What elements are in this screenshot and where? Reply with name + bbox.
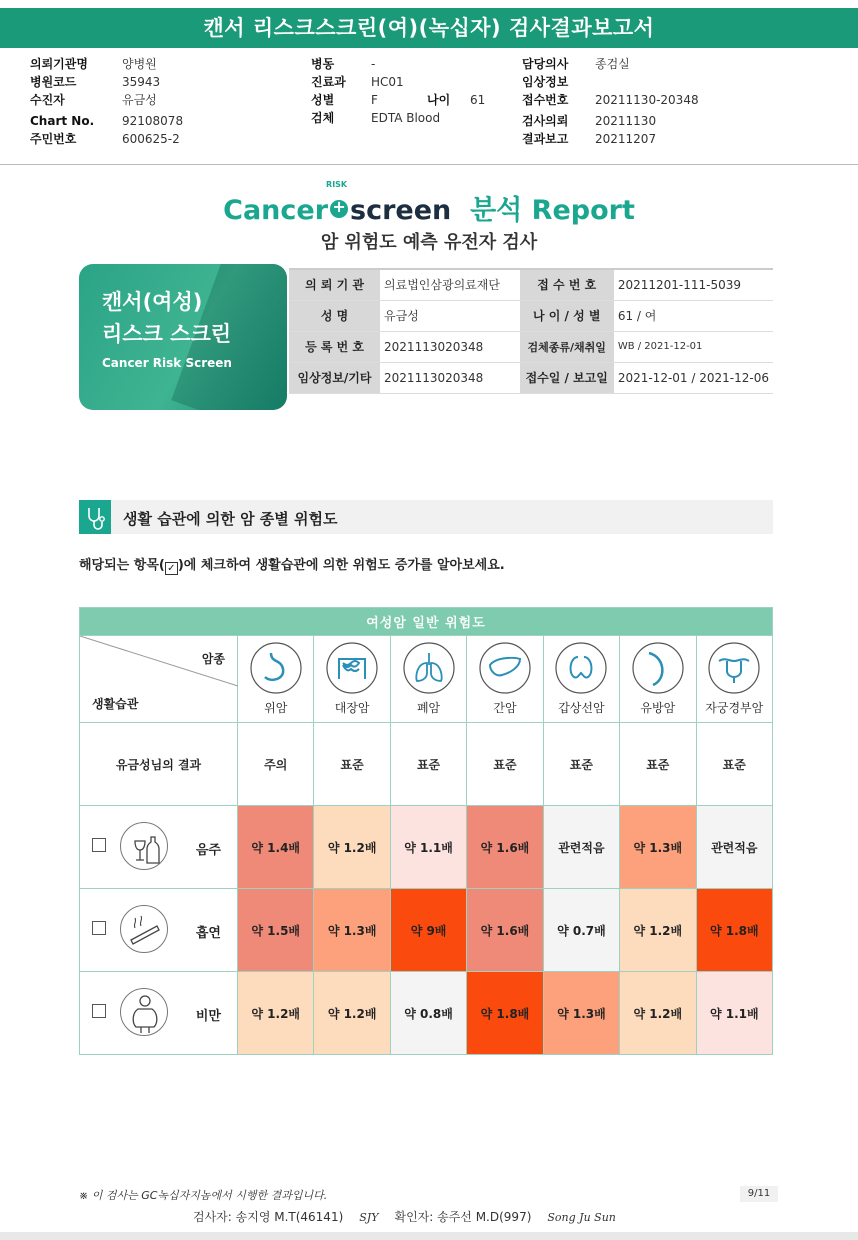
habit-name: 음주 [195, 843, 221, 858]
cancer-col-liver [467, 636, 543, 723]
tester-label: 검사자: 송지영 M.T(46141) [193, 1210, 344, 1224]
habit-row-obesity [80, 972, 773, 1055]
result-status: 표준 [620, 723, 696, 806]
cancer-name: 폐암 [416, 701, 441, 715]
card-line2: 리스크 스크린 [102, 322, 232, 346]
habit-name: 흡연 [195, 926, 221, 941]
habit-cell [80, 972, 238, 1055]
person-obese-icon [120, 988, 168, 1036]
age-value: 61 [470, 93, 486, 107]
info-value: 2021113020348 [380, 331, 520, 362]
header-divider [0, 164, 858, 165]
instruction-text [79, 554, 505, 575]
cancer-name: 자궁경부암 [705, 701, 764, 715]
header-value: HC01 [371, 75, 404, 89]
header-key: 담당의사 [522, 57, 569, 71]
drinking-checkbox[interactable] [92, 838, 106, 852]
cigarette-icon [120, 905, 168, 953]
risk-table-caption: 여성암 일반 위험도 [80, 608, 773, 636]
header-value: 20211207 [595, 132, 657, 146]
habit-cell [80, 889, 238, 972]
header-key: 진료과 [311, 75, 346, 89]
result-status: 표준 [696, 723, 772, 806]
header-key: 병원코드 [30, 75, 77, 89]
footer-note: ※ 이 검사는 GC녹십자지놈에서 시행한 결과입니다. [79, 1189, 328, 1202]
risk-cell: 약 0.8배 [390, 972, 466, 1055]
logo-cancer: Cancer [223, 195, 329, 226]
header-key: 의뢰기관명 [30, 57, 88, 71]
risk-cell: 약 1.8배 [467, 972, 543, 1055]
habit-row-drinking [80, 806, 773, 889]
cancer-col-thyroid [543, 636, 619, 723]
header-value: 20211130-20348 [595, 93, 699, 107]
breast-icon [631, 641, 685, 695]
risk-cell: 약 1.3배 [543, 972, 619, 1055]
header-key: 결과보고 [522, 132, 569, 146]
cancer-col-colon [314, 636, 390, 723]
header-col3 [522, 55, 699, 148]
risk-cell: 약 1.5배 [238, 889, 314, 972]
info-label: 검체종류/채취일 [520, 331, 614, 362]
logo-report: 분석 Report [470, 195, 635, 226]
patient-info-table [289, 268, 773, 394]
risk-ball-icon [330, 200, 348, 218]
cancer-name: 갑상선암 [558, 701, 605, 715]
risk-cell: 약 1.2배 [238, 972, 314, 1055]
result-status: 표준 [314, 723, 390, 806]
liver-icon [478, 641, 532, 695]
risk-cell: 약 1.2배 [314, 972, 390, 1055]
header-col1 [30, 55, 183, 148]
risk-cell: 약 1.8배 [696, 889, 772, 972]
page-number: 9/11 [740, 1186, 778, 1202]
info-value: 61 / 여 [614, 300, 773, 331]
risk-cell: 약 1.3배 [314, 889, 390, 972]
hint-after: )에 체크하여 생활습관에 의한 위험도 증가를 알아보세요. [177, 558, 505, 573]
risk-cell: 약 1.1배 [696, 972, 772, 1055]
risk-cell: 약 1.6배 [467, 806, 543, 889]
risk-table [79, 607, 773, 1055]
report-title: 캔서 리스크스크린(여)(녹십자) 검사결과보고서 [0, 8, 858, 48]
smoking-checkbox[interactable] [92, 921, 106, 935]
header-value: EDTA Blood [371, 111, 441, 125]
logo-screen: screen [350, 195, 452, 226]
header-value: 유금성 [122, 93, 157, 107]
cancer-header-row [80, 636, 773, 723]
risk-cell: 약 1.3배 [620, 806, 696, 889]
header-value: 양병원 [122, 57, 157, 71]
info-row [289, 269, 773, 300]
risk-cell: 약 9배 [390, 889, 466, 972]
header-value: 600625-2 [122, 132, 180, 146]
cancer-name: 유방암 [640, 701, 676, 715]
habit-name: 비만 [195, 1009, 221, 1024]
header-key: 검체 [311, 111, 335, 125]
info-label: 의 뢰 기 관 [289, 269, 380, 300]
obesity-checkbox[interactable] [92, 1004, 106, 1018]
habit-cell [80, 806, 238, 889]
risk-cell: 약 0.7배 [543, 889, 619, 972]
wine-bottle-icon [120, 822, 168, 870]
info-label: 등 록 번 호 [289, 331, 380, 362]
age-key: 나이 [427, 93, 451, 107]
check-example-icon: ✓ [165, 562, 178, 575]
header-value: 20211130 [595, 114, 657, 128]
info-value: 의료법인삼광의료재단 [380, 269, 520, 300]
cancer-col-cervix [696, 636, 772, 723]
card-line3: Cancer Risk Screen [102, 356, 232, 370]
risk-cell: 약 1.2배 [620, 972, 696, 1055]
header-key: 성별 [311, 93, 335, 107]
header-key: 검사의뢰 [522, 114, 569, 128]
info-value: 2021-12-01 / 2021-12-06 [614, 362, 773, 393]
header-value: - [371, 57, 376, 71]
risk-cell: 관련적음 [543, 806, 619, 889]
confirmer-signature: Song Ju Sun [547, 1211, 616, 1224]
tester-signature: SJY [359, 1211, 379, 1224]
cancer-col-lung [390, 636, 466, 723]
risk-cell: 관련적음 [696, 806, 772, 889]
logo-risk: RISK [326, 180, 348, 189]
risk-cell: 약 1.4배 [238, 806, 314, 889]
header-value: 종검실 [595, 57, 630, 71]
product-card [79, 264, 287, 410]
risk-cell: 약 1.2배 [620, 889, 696, 972]
result-label: 유금성님의 결과 [80, 723, 238, 806]
stomach-icon [249, 641, 303, 695]
header-col2 [311, 55, 485, 127]
colon-icon [325, 641, 379, 695]
header-value: 92108078 [122, 114, 184, 128]
header-key: 병동 [311, 57, 335, 71]
info-label: 성 명 [289, 300, 380, 331]
page-bottom-border [0, 1232, 858, 1240]
result-status: 표준 [543, 723, 619, 806]
header-key: 접수번호 [522, 93, 569, 107]
lung-icon [402, 641, 456, 695]
confirmer-label: 확인자: 송주선 M.D(997) [394, 1210, 532, 1224]
result-row [80, 723, 773, 806]
result-status: 표준 [390, 723, 466, 806]
corner-cell [80, 636, 238, 723]
header-key: 임상정보 [522, 75, 569, 89]
risk-cell: 약 1.2배 [314, 806, 390, 889]
result-status: 주의 [238, 723, 314, 806]
cancer-name: 간암 [493, 701, 517, 715]
header-key: Chart No. [30, 114, 95, 128]
footer-signatures [193, 1208, 632, 1225]
info-label: 접 수 번 호 [520, 269, 614, 300]
result-status: 표준 [467, 723, 543, 806]
cancer-col-stomach [238, 636, 314, 723]
section-header [79, 500, 773, 534]
header-key: 주민번호 [30, 132, 77, 146]
info-value: 유금성 [380, 300, 520, 331]
cancer-col-breast [620, 636, 696, 723]
header-value: 35943 [122, 75, 161, 89]
card-line1: 캔서(여성) [102, 290, 203, 314]
info-label: 나 이 / 성 별 [520, 300, 614, 331]
info-label: 임상정보/기타 [289, 362, 380, 393]
habit-row-smoking [80, 889, 773, 972]
risk-cell: 약 1.1배 [390, 806, 466, 889]
stethoscope-icon [79, 500, 111, 534]
report-subtitle: 암 위험도 예측 유전자 검사 [320, 232, 538, 253]
corner-top-label: 암종 [201, 652, 225, 666]
cancer-name: 대장암 [334, 701, 370, 715]
info-row [289, 331, 773, 362]
section-title: 생활 습관에 의한 암 종별 위험도 [123, 510, 338, 528]
corner-bottom-label: 생활습관 [92, 697, 139, 711]
uterus-icon [707, 641, 761, 695]
risk-cell: 약 1.6배 [467, 889, 543, 972]
thyroid-icon [554, 641, 608, 695]
info-value: 20211201-111-5039 [614, 269, 773, 300]
info-value: 2021113020348 [380, 362, 520, 393]
cancer-screen-logo [0, 180, 858, 227]
header-key: 수진자 [30, 93, 65, 107]
info-row [289, 300, 773, 331]
info-row [289, 362, 773, 393]
info-value: WB / 2021-12-01 [614, 331, 773, 362]
info-label: 접수일 / 보고일 [520, 362, 614, 393]
cancer-name: 위암 [264, 701, 288, 715]
hint-before: 해당되는 항목( [79, 558, 165, 573]
header-value: F [371, 93, 378, 107]
